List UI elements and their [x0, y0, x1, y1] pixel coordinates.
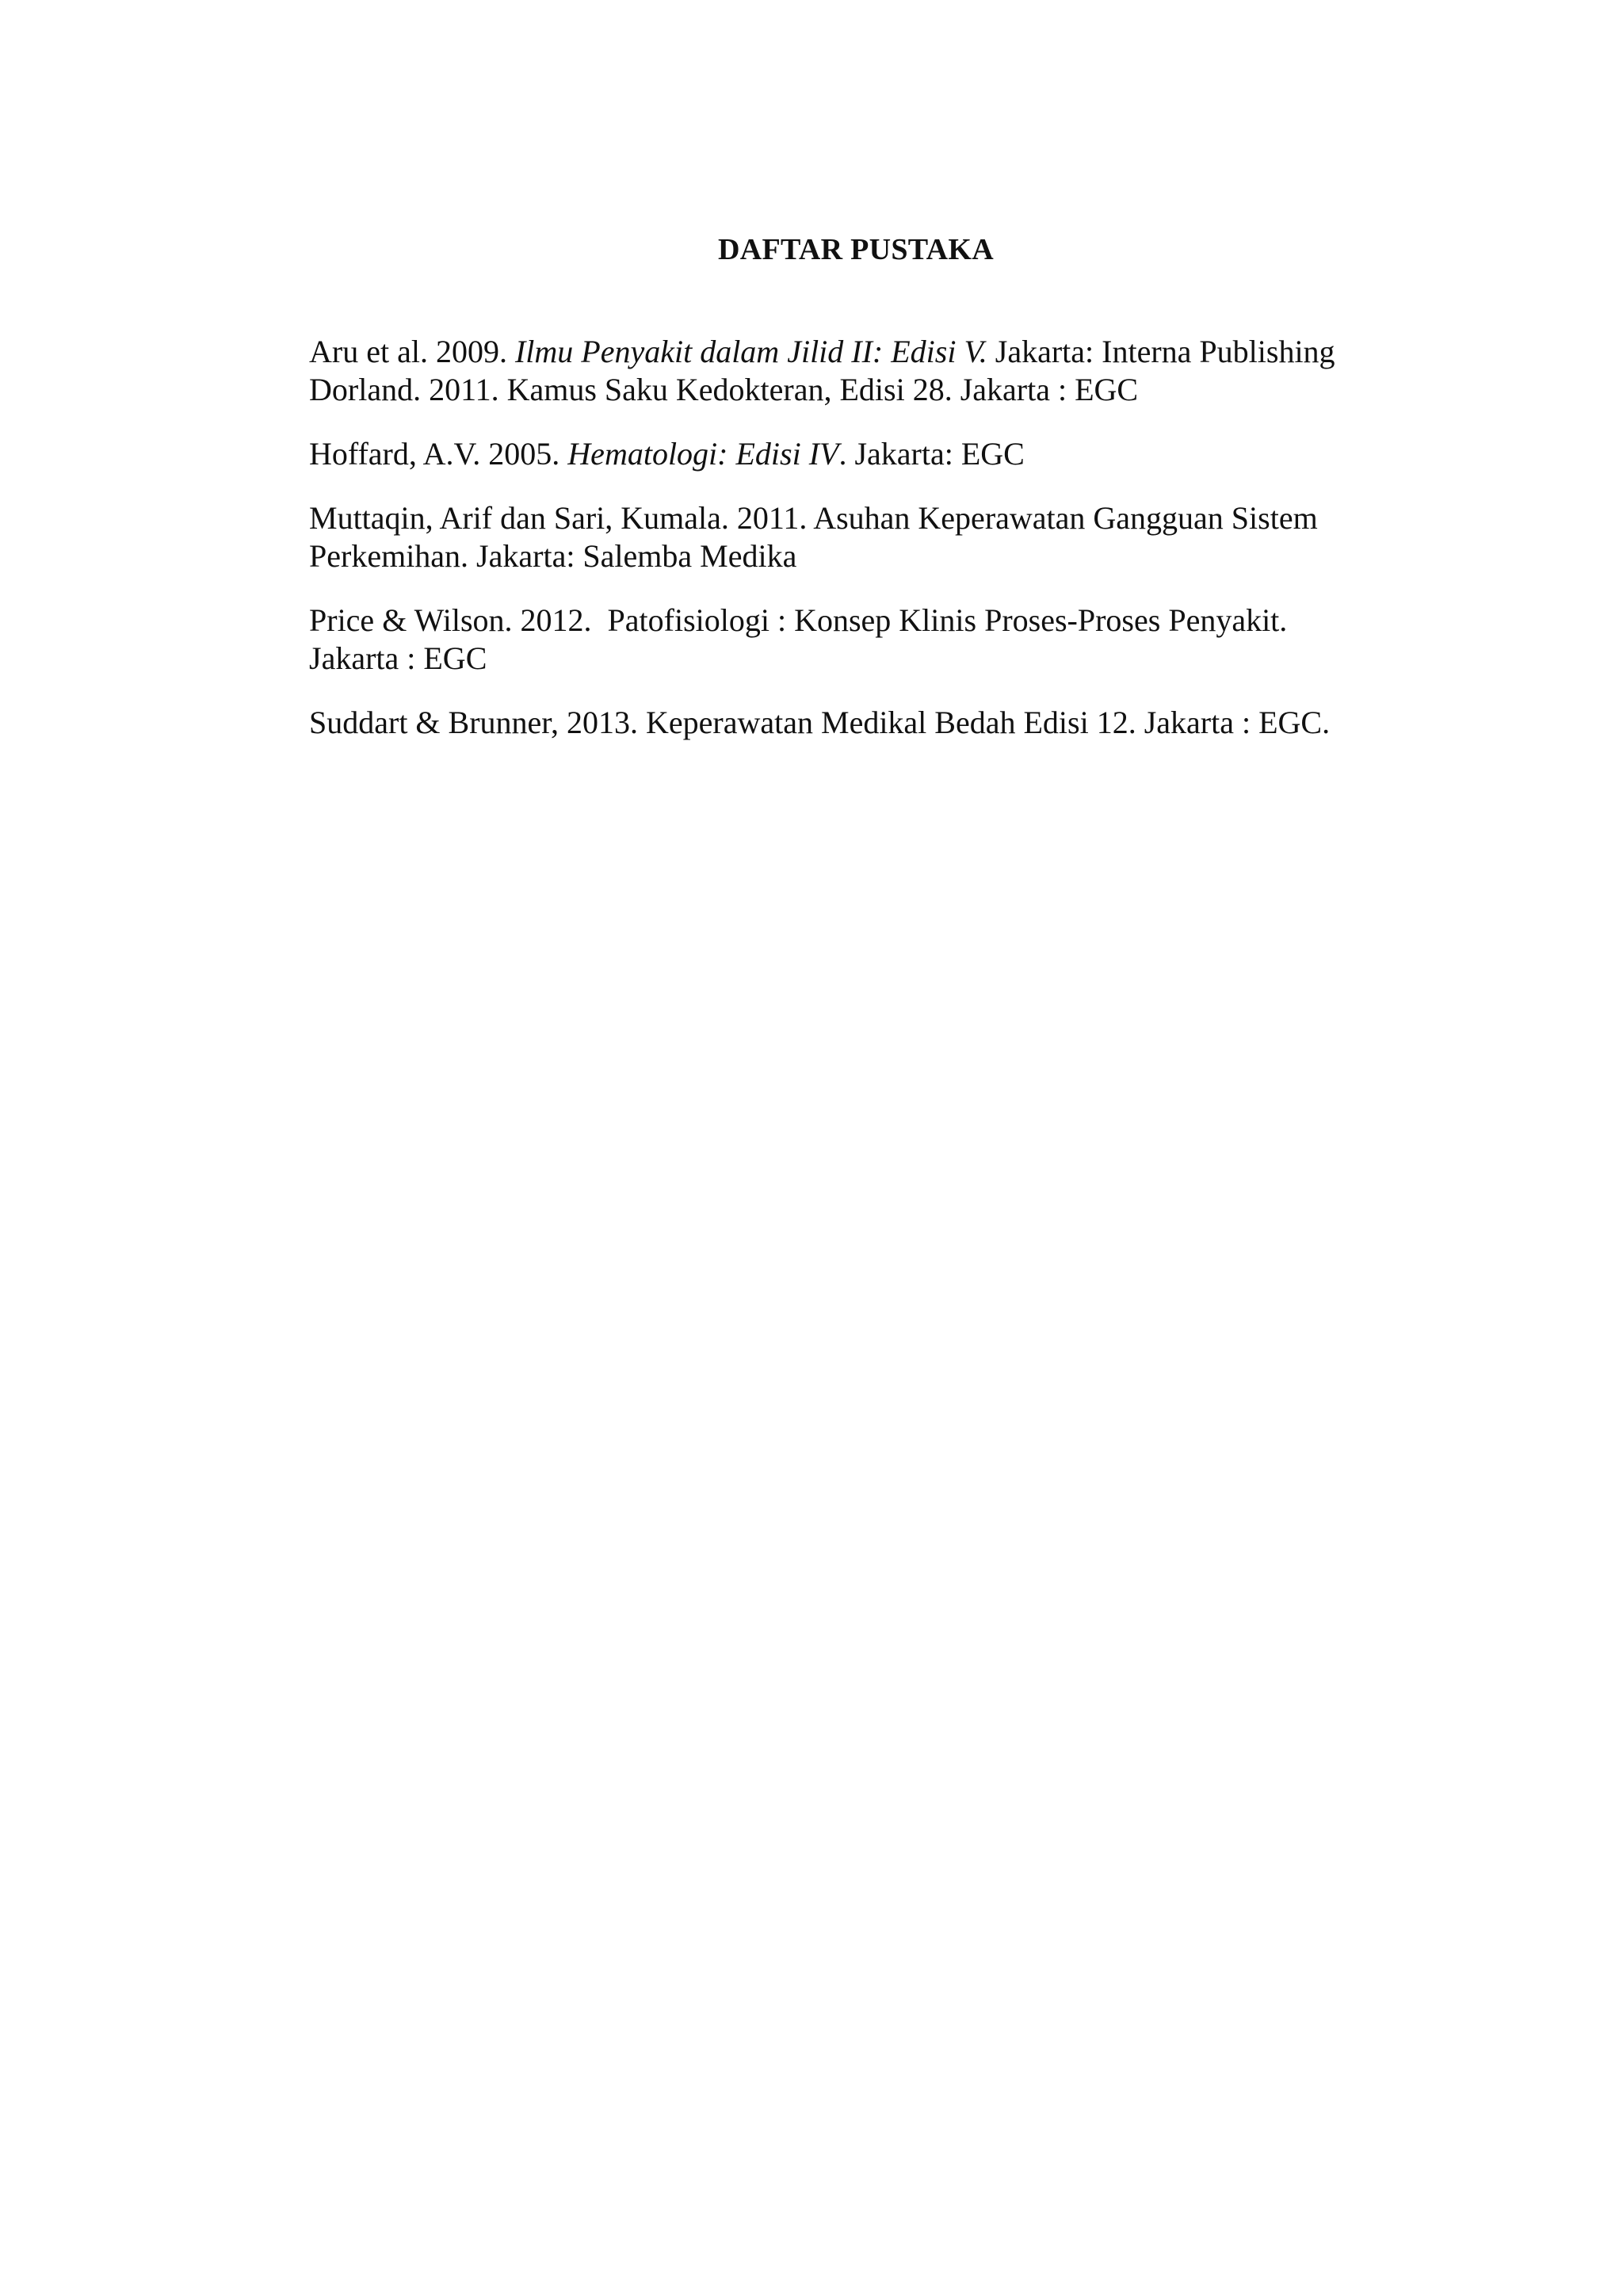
reference-list — [309, 333, 1419, 742]
reference-dorland — [309, 371, 1419, 409]
reference-hoffard — [309, 435, 1419, 473]
reference-muttaqin — [309, 499, 1419, 575]
reference-text: Aru et al. 2009. — [309, 334, 515, 369]
reference-italic-title: Hematologi: Edisi IV — [567, 436, 839, 472]
reference-aru — [309, 333, 1419, 371]
reference-text: Muttaqin, Arif dan Sari, Kumala. 2011. Asuhan Keperawatan Gangguan Sistem — [309, 500, 1318, 536]
reference-italic-title: Ilmu Penyakit dalam Jilid II: Edisi V. — [514, 334, 987, 369]
reference-continuation: Perkemihan. Jakarta: Salemba Medika — [309, 538, 797, 574]
reference-text: . Jakarta: EGC — [838, 436, 1025, 472]
reference-continuation: Jakarta : EGC — [309, 640, 487, 676]
reference-text: Price & Wilson. 2012. Patofisiologi : Konsep Klinis Proses-Proses Penyakit. — [309, 602, 1288, 638]
reference-text: Jakarta: Interna Publishing — [987, 334, 1335, 369]
reference-price-wilson — [309, 602, 1419, 678]
reference-text: Hoffard, A.V. 2005. — [309, 436, 568, 472]
reference-text: Dorland. 2011. Kamus Saku Kedokteran, Edisi 28. Jakarta : EGC — [309, 372, 1139, 407]
reference-text: Suddart & Brunner, 2013. Keperawatan Medikal Bedah Edisi 12. Jakarta : EGC. — [309, 705, 1331, 740]
page-title: DAFTAR PUSTAKA — [718, 233, 994, 266]
reference-suddart-brunner — [309, 704, 1419, 742]
